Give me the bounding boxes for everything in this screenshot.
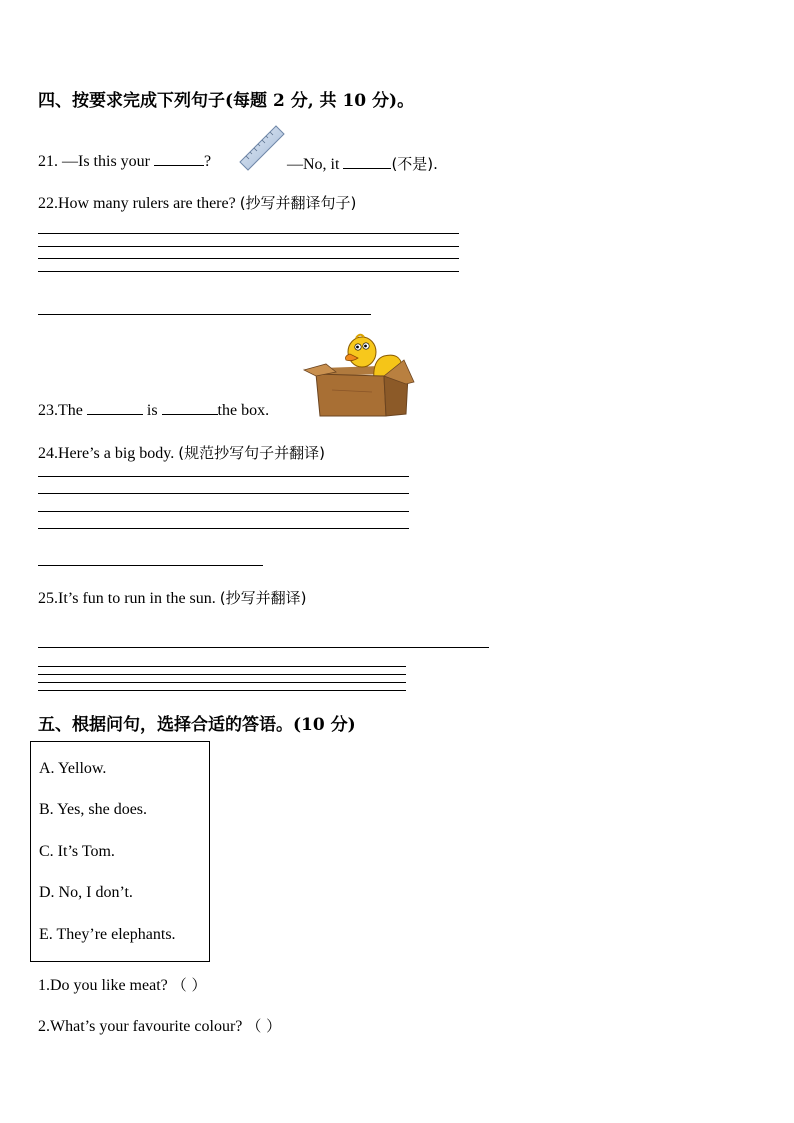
section4-heading: 四、按要求完成下列句子(每题 2 分, 共 10 分)。 bbox=[38, 91, 415, 111]
answer-line[interactable] bbox=[38, 565, 263, 566]
q25-text: 25.It’s fun to run in the sun. bbox=[38, 590, 216, 607]
q23-part1: 23.The bbox=[38, 402, 83, 419]
q21-part4: (不是). bbox=[391, 155, 438, 173]
question-21 bbox=[38, 153, 211, 171]
option-d: D. No, I don’t. bbox=[39, 884, 133, 901]
section5-heading: 五、根据问句，选择合适的答语。(10 分) bbox=[38, 715, 356, 735]
q21-part1: —Is this your bbox=[62, 153, 150, 170]
q22-text: 22.How many rulers are there? bbox=[38, 195, 236, 212]
question-1 bbox=[38, 974, 207, 995]
question-22 bbox=[38, 192, 356, 213]
option-b: B. Yes, she does. bbox=[39, 801, 148, 818]
answer-line[interactable] bbox=[38, 258, 459, 259]
option-a: A. Yellow. bbox=[39, 760, 107, 777]
ruler-icon bbox=[236, 122, 288, 172]
answer-line[interactable] bbox=[38, 647, 489, 648]
answer-line[interactable] bbox=[38, 271, 459, 272]
q23-blank-2[interactable] bbox=[162, 413, 218, 415]
q21-part2: ? bbox=[204, 153, 212, 170]
question-25 bbox=[38, 587, 306, 608]
option-e: E. They’re elephants. bbox=[39, 926, 176, 943]
q21-blank-2[interactable] bbox=[343, 167, 391, 169]
q21-part3: —No, it bbox=[287, 156, 340, 173]
q21-number: 21. bbox=[38, 153, 58, 170]
q23-blank-1[interactable] bbox=[87, 413, 143, 415]
question-24 bbox=[38, 442, 325, 463]
answer-line[interactable] bbox=[38, 233, 459, 234]
q25-note: (抄写并翻译) bbox=[219, 589, 307, 607]
answer-line[interactable] bbox=[38, 493, 409, 494]
answer-line[interactable] bbox=[38, 246, 459, 247]
answer-line[interactable] bbox=[38, 511, 409, 512]
answer-line[interactable] bbox=[38, 314, 371, 315]
q21-blank-1[interactable] bbox=[154, 164, 204, 166]
answer-options-box bbox=[30, 741, 210, 962]
answer-line[interactable] bbox=[38, 528, 409, 529]
answer-line[interactable] bbox=[38, 674, 406, 675]
option-c: C. It’s Tom. bbox=[39, 843, 115, 860]
q23-part2: is bbox=[146, 402, 158, 419]
answer-line[interactable] bbox=[38, 690, 406, 691]
answer-paren[interactable]: （ ） bbox=[246, 1017, 282, 1035]
answer-paren[interactable]: （ ） bbox=[171, 976, 207, 994]
q22-note: (抄写并翻译句子) bbox=[239, 194, 357, 212]
question-2 bbox=[38, 1015, 281, 1036]
q24-text: 24.Here’s a big body. bbox=[38, 445, 175, 462]
question-text: 2.What’s your favourite colour? bbox=[38, 1018, 243, 1035]
answer-line[interactable] bbox=[38, 666, 406, 667]
question-text: 1.Do you like meat? bbox=[38, 977, 168, 994]
q23-part3: the box. bbox=[217, 402, 270, 419]
answer-line[interactable] bbox=[38, 476, 409, 477]
duck-in-box-icon bbox=[302, 330, 416, 420]
answer-line[interactable] bbox=[38, 682, 406, 683]
question-23 bbox=[38, 402, 269, 420]
q24-note: (规范抄写句子并翻译) bbox=[178, 444, 325, 462]
question-21-answer bbox=[287, 153, 438, 174]
